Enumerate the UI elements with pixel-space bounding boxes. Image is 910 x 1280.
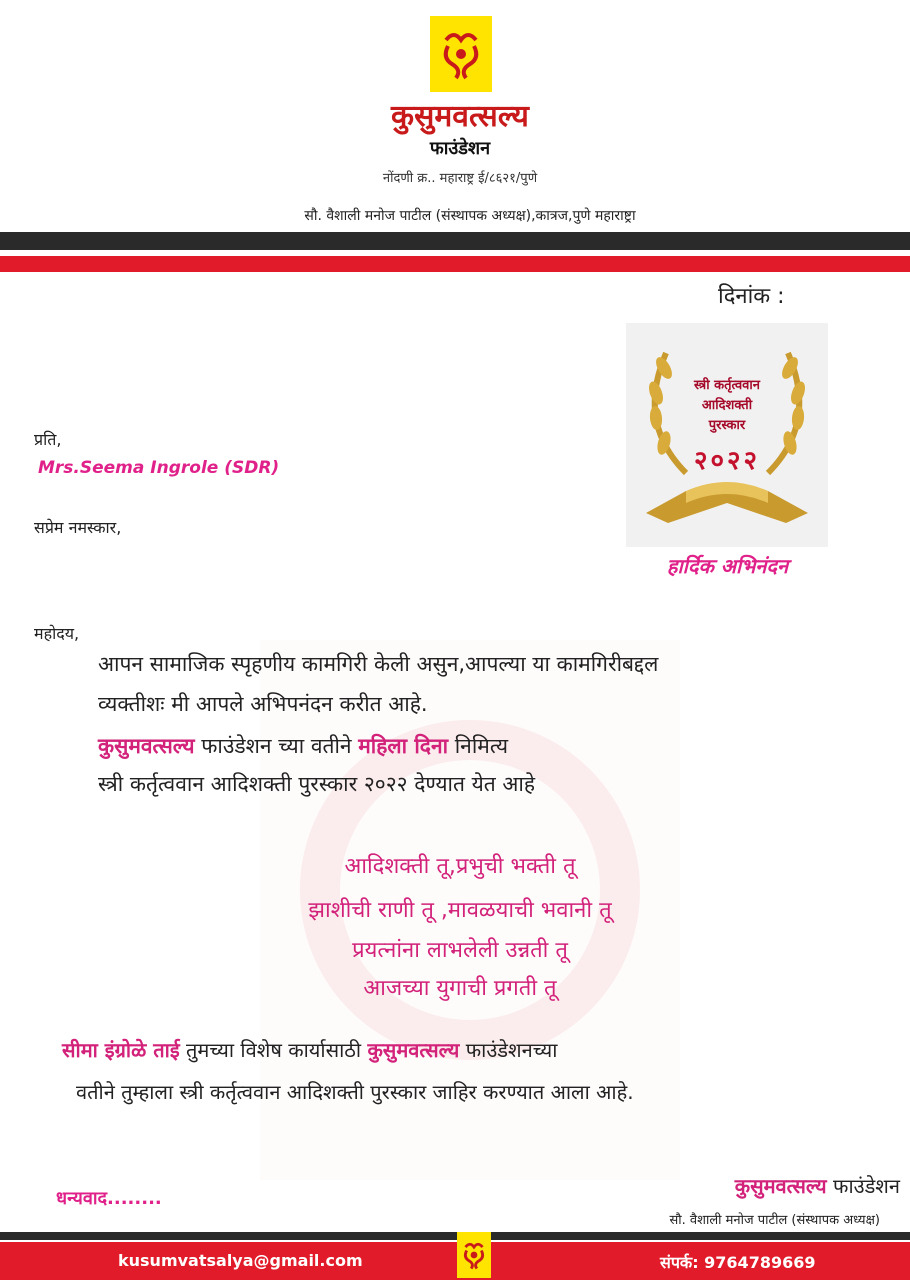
- honoree-highlight: सीमा इंग्रोळे ताई: [62, 1038, 180, 1062]
- body-line-1: आपन सामाजिक स्पृहणीय कामगिरी केली असुन,आपल्या या कामगिरीबद्दल: [98, 652, 659, 676]
- founder-line: सौ. वैशाली मनोज पाटील (संस्थापक अध्यक्ष),कात्रज,पुणे महाराष्ट्रा: [304, 208, 636, 224]
- body-line-3-end: निमित्य: [448, 734, 509, 758]
- award-title-line2: आदिशक्ती: [701, 398, 753, 413]
- salutation: महोदय,: [34, 624, 80, 643]
- body-line-3-mid: फाउंडेशन च्या वतीने: [194, 734, 359, 758]
- womens-day-highlight: महिला दिना: [358, 734, 449, 758]
- poem-line-3: प्रयत्नांना लाभलेली उन्नती तू: [352, 938, 568, 963]
- header-red-bar: [0, 256, 910, 272]
- poem-line-4: आजच्या युगाची प्रगती तू: [363, 976, 557, 1001]
- date-label: दिनांक :: [718, 284, 785, 309]
- award-title-line3: पुरस्कार: [708, 418, 746, 433]
- signature-org-sub: फाउंडेशन: [826, 1174, 900, 1198]
- closing-line-1: [62, 1036, 557, 1063]
- footer-email[interactable]: kusumvatsalya@gmail.com: [118, 1251, 363, 1270]
- award-title-line1: स्त्री कर्तृत्ववान: [693, 378, 760, 393]
- to-label: प्रति,: [34, 430, 62, 449]
- award-badge: [626, 323, 828, 547]
- footer-logo-icon: [457, 1232, 491, 1278]
- signature-org: [560, 1172, 900, 1199]
- footer-phone[interactable]: संपर्क: 9764789669: [660, 1253, 816, 1272]
- footer-dark-bar: [0, 1232, 910, 1240]
- registration-number: नोंदणी क्र.. महाराष्ट्र ई/८६२१/पुणे: [382, 171, 538, 186]
- recipient-name: Mrs.Seema Ingrole (SDR): [38, 458, 280, 478]
- poem-line-1: आदिशक्ती तू,प्रभुची भक्ती तू: [344, 854, 576, 879]
- closing-org-highlight: कुसुमवत्सल्य: [367, 1038, 460, 1062]
- org-highlight: कुसुमवत्सल्य: [98, 734, 195, 758]
- closing-line-1-end: फाउंडेशनच्या: [459, 1038, 558, 1062]
- body-line-2: व्यक्तीशः मी आपले अभिपनंदन करीत आहे.: [98, 692, 428, 716]
- award-year: २०२२: [693, 446, 761, 476]
- body-line-3: [98, 732, 508, 760]
- header-dark-bar: [0, 232, 910, 250]
- org-name: कुसुमवत्सल्य: [391, 99, 529, 134]
- closing-line-1-mid: तुमच्या विशेष कार्यासाठी: [179, 1038, 368, 1062]
- greeting: सप्रेम नमस्कार,: [34, 518, 122, 537]
- thanks-text: धन्यवाद........: [56, 1188, 162, 1209]
- logo-icon: [430, 16, 492, 92]
- congratulations-text: हार्दिक अभिनंदन: [666, 554, 789, 578]
- org-subtitle: फाउंडेशन: [429, 138, 491, 159]
- laurel-wreath-icon: [626, 323, 828, 547]
- signature-org-name: कुसुमवत्सल्य: [734, 1174, 827, 1198]
- poem-line-2: झाशीची राणी तू ,मावळयाची भवानी तू: [308, 898, 612, 923]
- signature-founder: सौ. वैशाली मनोज पाटील (संस्थापक अध्यक्ष): [669, 1213, 880, 1228]
- body-line-4: स्त्री कर्तृत्ववान आदिशक्ती पुरस्कार २०२२ देण्यात येत आहे: [98, 772, 536, 796]
- closing-line-2: वतीने तुम्हाला स्त्री कर्तृत्ववान आदिशक्ती पुरस्कार जाहिर करण्यात आला आहे.: [76, 1080, 634, 1104]
